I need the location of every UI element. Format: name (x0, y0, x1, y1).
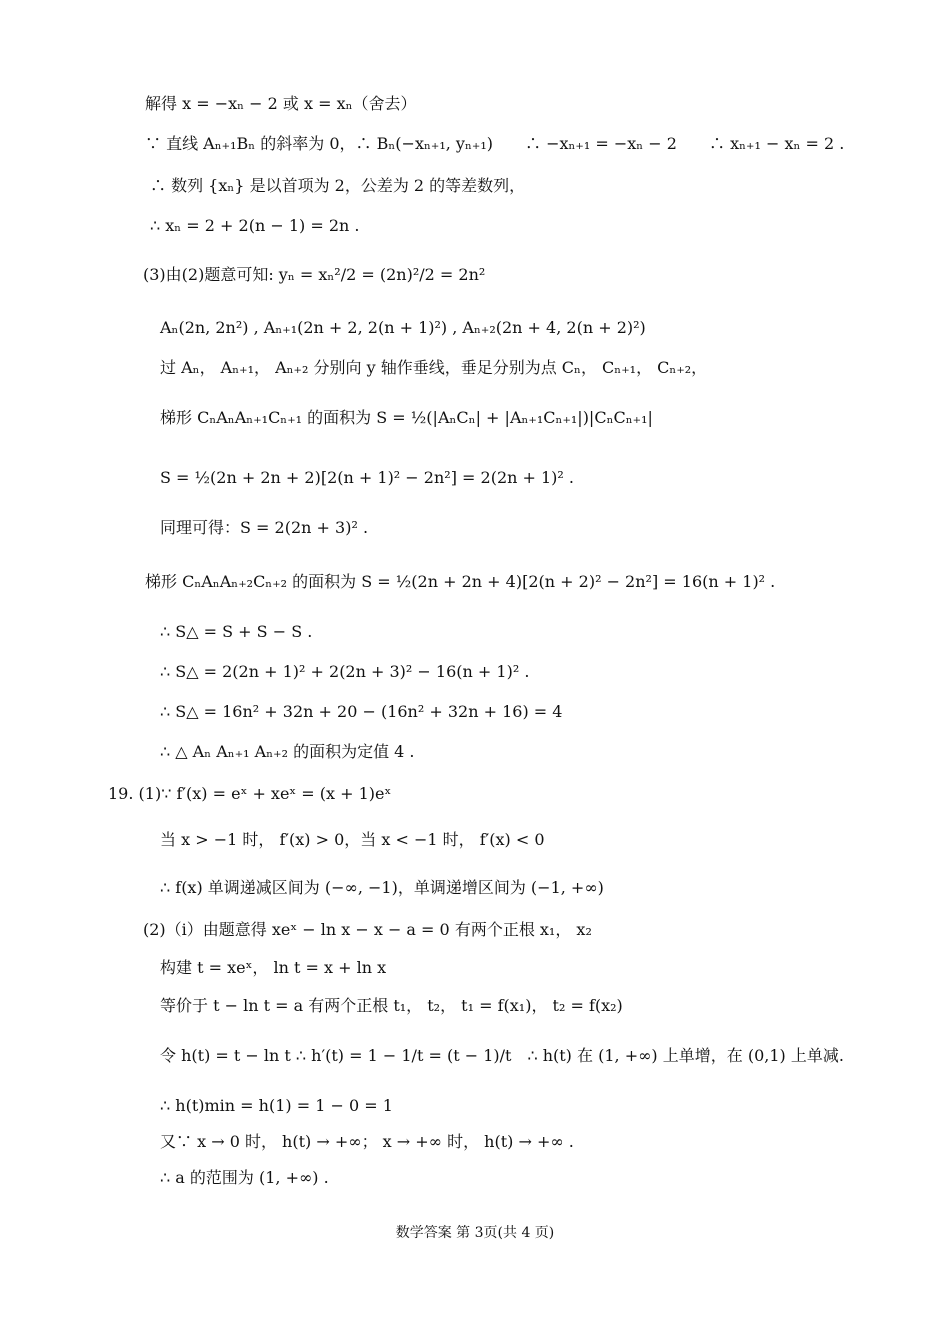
text-line: ∴ f(x) 单调递减区间为 (−∞, −1)，单调递增区间为 (−1, +∞) (160, 878, 604, 897)
text-line: 梯形 CₙAₙAₙ₊₂Cₙ₊₂ 的面积为 S = ½(2n + 2n + 4)[2(n + 2)² − 2n²] = 16(n + 1)² . (145, 572, 776, 591)
text-line: ∴ △ Aₙ Aₙ₊₁ Aₙ₊₂ 的面积为定值 4 . (160, 742, 415, 761)
text-line: 解得 x = −xₙ − 2 或 x = xₙ（舍去） (145, 94, 417, 113)
text-line: Aₙ(2n, 2n²) , Aₙ₊₁(2n + 2, 2(n + 1)²) , Aₙ₊₂(2n + 4, 2(n + 2)²) (160, 318, 646, 337)
text-line: 当 x > −1 时， f′(x) > 0，当 x < −1 时， f′(x) < 0 (160, 830, 545, 849)
text-line: S = ½(2n + 2n + 2)[2(n + 1)² − 2n²] = 2(2n + 1)² . (160, 468, 575, 487)
text-line: 梯形 CₙAₙAₙ₊₁Cₙ₊₁ 的面积为 S = ½(|AₙCₙ| + |Aₙ₊₁Cₙ₊₁|)|CₙCₙ₊₁| (160, 408, 653, 427)
text-line: 又∵ x → 0 时， h(t) → +∞； x → +∞ 时， h(t) → +∞ . (160, 1132, 574, 1151)
text-line: ∴ S△ = 16n² + 32n + 20 − (16n² + 32n + 16) = 4 (160, 702, 563, 721)
text-line: (3)由(2)题意可知: yₙ = xₙ²/2 = (2n)²/2 = 2n² (143, 265, 486, 284)
text-line: 同理可得：S = 2(2n + 3)² . (160, 518, 369, 537)
page-footer: 数学答案 第 3页(共 4 页) (395, 1225, 555, 1241)
text-line: 等价于 t − ln t = a 有两个正根 t₁， t₂， t₁ = f(x₁)， t₂ = f(x₂) (160, 996, 623, 1015)
text-line: 构建 t = xeˣ， ln t = x + ln x (160, 958, 387, 977)
text-line: (2)（i）由题意得 xeˣ − ln x − x − a = 0 有两个正根 x₁， x₂ (143, 920, 592, 939)
text-line: 过 Aₙ， Aₙ₊₁， Aₙ₊₂ 分别向 y 轴作垂线，垂足分别为点 Cₙ， Cₙ₊₁， Cₙ₊₂， (160, 358, 708, 377)
text-line: ∵ 直线 Aₙ₊₁Bₙ 的斜率为 0，∴ Bₙ(−xₙ₊₁, yₙ₊₁) ∴ −xₙ₊₁ = −xₙ − 2 ∴ xₙ₊₁ − xₙ = 2 . (145, 134, 845, 153)
text-line: ∴ S△ = 2(2n + 1)² + 2(2n + 3)² − 16(n + 1)² . (160, 662, 530, 681)
text-line: 令 h(t) = t − ln t ∴ h′(t) = 1 − 1/t = (t − 1)/t ∴ h(t) 在 (1, +∞) 上单增，在 (0,1) 上单减. (160, 1046, 844, 1065)
text-line: ∴ 数列 {xₙ} 是以首项为 2，公差为 2 的等差数列， (150, 176, 526, 195)
text-line: ∴ a 的范围为 (1, +∞) . (160, 1168, 329, 1187)
text-line: ∴ xₙ = 2 + 2(n − 1) = 2n . (150, 216, 360, 235)
question-heading: 19. (1)∵ f′(x) = eˣ + xeˣ = (x + 1)eˣ (108, 784, 392, 803)
text-line: ∴ h(t)min = h(1) = 1 − 0 = 1 (160, 1096, 393, 1115)
text-line: ∴ S△ = S + S − S . (160, 622, 313, 641)
